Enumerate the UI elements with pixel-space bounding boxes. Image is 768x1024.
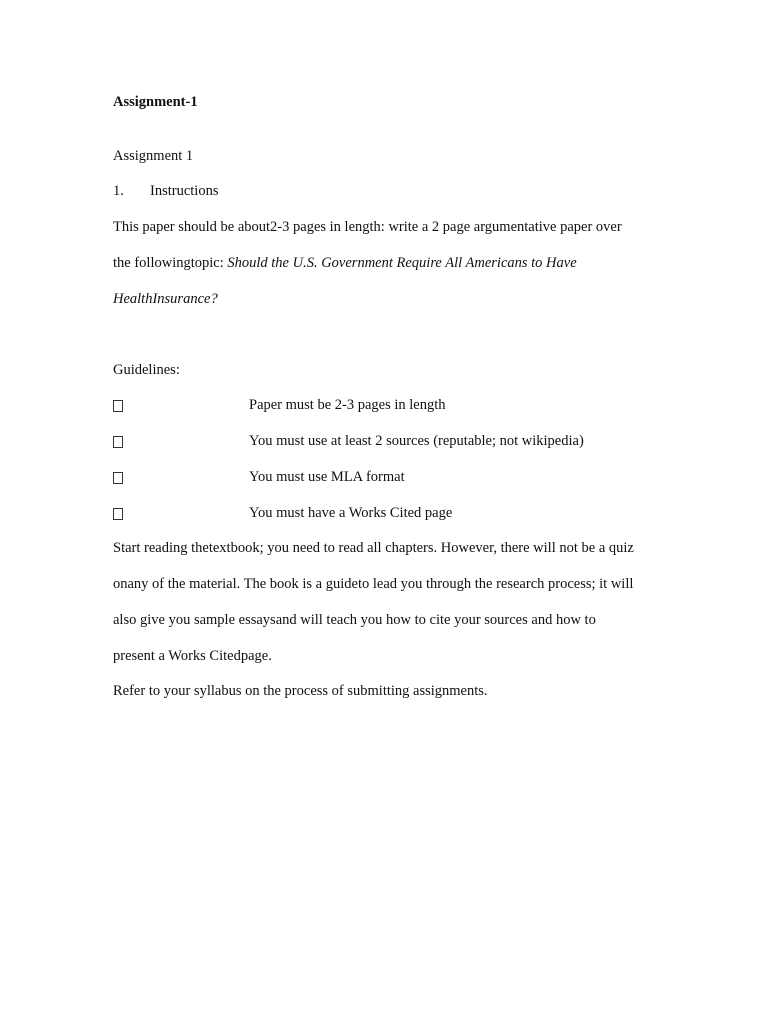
document-title: Assignment-1 — [113, 94, 198, 110]
assignment-subtitle: Assignment 1 — [113, 148, 194, 164]
paragraph-line: Start reading thetextbook; you need to read all chapters. However, there will not be a quiz — [113, 540, 634, 556]
paragraph-line: also give you sample essaysand will teach you how to cite your sources and how to — [113, 612, 596, 628]
instructions-line-1: This paper should be about2-3 pages in length: write a 2 page argumentative paper over — [113, 219, 622, 235]
topic-question-part-2: HealthInsurance? — [113, 291, 218, 307]
bullet-box-icon — [113, 472, 123, 484]
bullet-box-icon — [113, 508, 123, 520]
section-heading — [113, 181, 218, 201]
closing-line: Refer to your syllabus on the process of submitting assignments. — [113, 683, 488, 699]
guideline-item: You must use MLA format — [249, 469, 405, 485]
instructions-line-2 — [113, 253, 577, 273]
guideline-item: You must have a Works Cited page — [249, 505, 453, 521]
paragraph-line: present a Works Citedpage. — [113, 648, 272, 664]
section-title: Instructions — [150, 183, 219, 199]
paragraph-line: onany of the material. The book is a guideto lead you through the research process; it will — [113, 576, 634, 592]
bullet-box-icon — [113, 436, 123, 448]
instructions-line-3 — [113, 289, 218, 309]
guideline-item: You must use at least 2 sources (reputable; not wikipedia) — [249, 433, 584, 449]
topic-question-part-1: Should the U.S. Government Require All Americans to Have — [227, 255, 577, 271]
guidelines-label: Guidelines: — [113, 362, 180, 378]
section-number: 1. — [113, 183, 124, 199]
bullet-box-icon — [113, 400, 123, 412]
guideline-item: Paper must be 2-3 pages in length — [249, 397, 446, 413]
topic-prefix: the followingtopic: — [113, 255, 228, 271]
